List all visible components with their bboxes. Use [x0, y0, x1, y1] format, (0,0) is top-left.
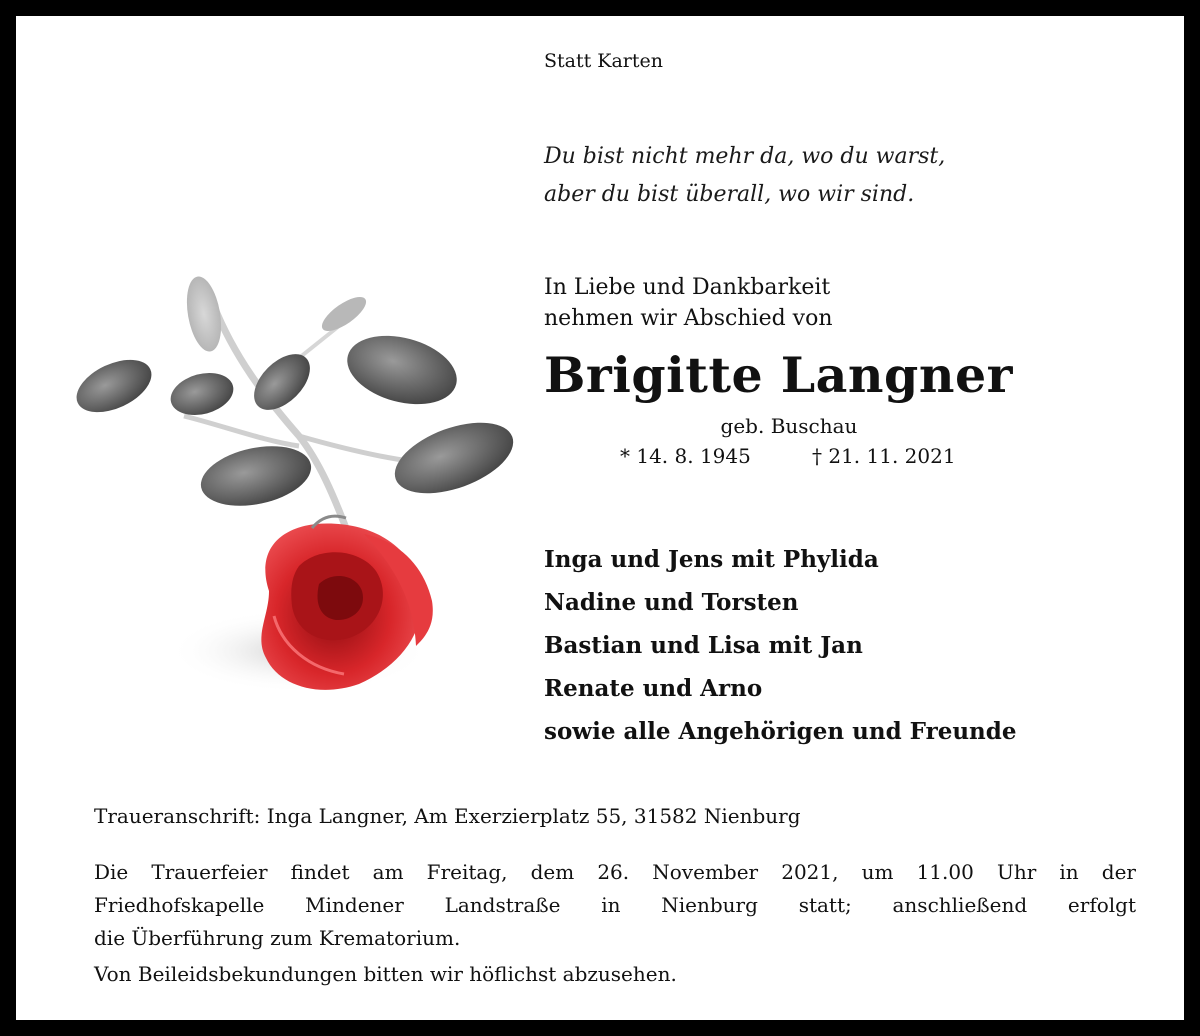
statt-karten-label: Statt Karten: [544, 50, 664, 72]
mourner-entry: Bastian und Lisa mit Jan: [544, 632, 863, 659]
mourner-entry: sowie alle Angehörigen und Freunde: [544, 718, 1017, 745]
ceremony-details: [94, 856, 1136, 955]
quote-line-2: aber du bist überall, wo wir sind.: [544, 182, 915, 207]
deceased-name: Brigitte Langner: [544, 346, 1013, 404]
maiden-name: geb. Buschau: [720, 414, 858, 438]
intro-text: [544, 272, 833, 334]
mourner-entry: Renate und Arno: [544, 675, 763, 702]
ceremony-line-1: Die Trauerfeier findet am Freitag, dem 26. November 2021, um 11.00 Uhr in der: [94, 860, 1136, 884]
ceremony-line-3: die Überführung zum Krematorium.: [94, 926, 461, 950]
intro-line-1: In Liebe und Dankbarkeit: [544, 275, 831, 300]
intro-line-2: nehmen wir Abschied von: [544, 306, 833, 331]
mourning-address: Traueranschrift: Inga Langner, Am Exerzierplatz 55, 31582 Nienburg: [94, 804, 801, 828]
mourners-list: [544, 538, 1017, 753]
birth-date: * 14. 8. 1945: [620, 444, 751, 468]
mourner-entry: Inga und Jens mit Phylida: [544, 546, 879, 573]
condolence-note: Von Beileidsbekundungen bitten wir höflichst abzusehen.: [94, 962, 677, 986]
memorial-quote: [544, 138, 1144, 214]
rose-image: [64, 266, 524, 706]
mourner-entry: Nadine und Torsten: [544, 589, 799, 616]
death-date: † 21. 11. 2021: [812, 444, 956, 468]
quote-line-1: Du bist nicht mehr da, wo du warst,: [544, 144, 946, 169]
ceremony-line-2: Friedhofskapelle Mindener Landstraße in Nienburg statt; anschließend erfolgt: [94, 893, 1136, 917]
